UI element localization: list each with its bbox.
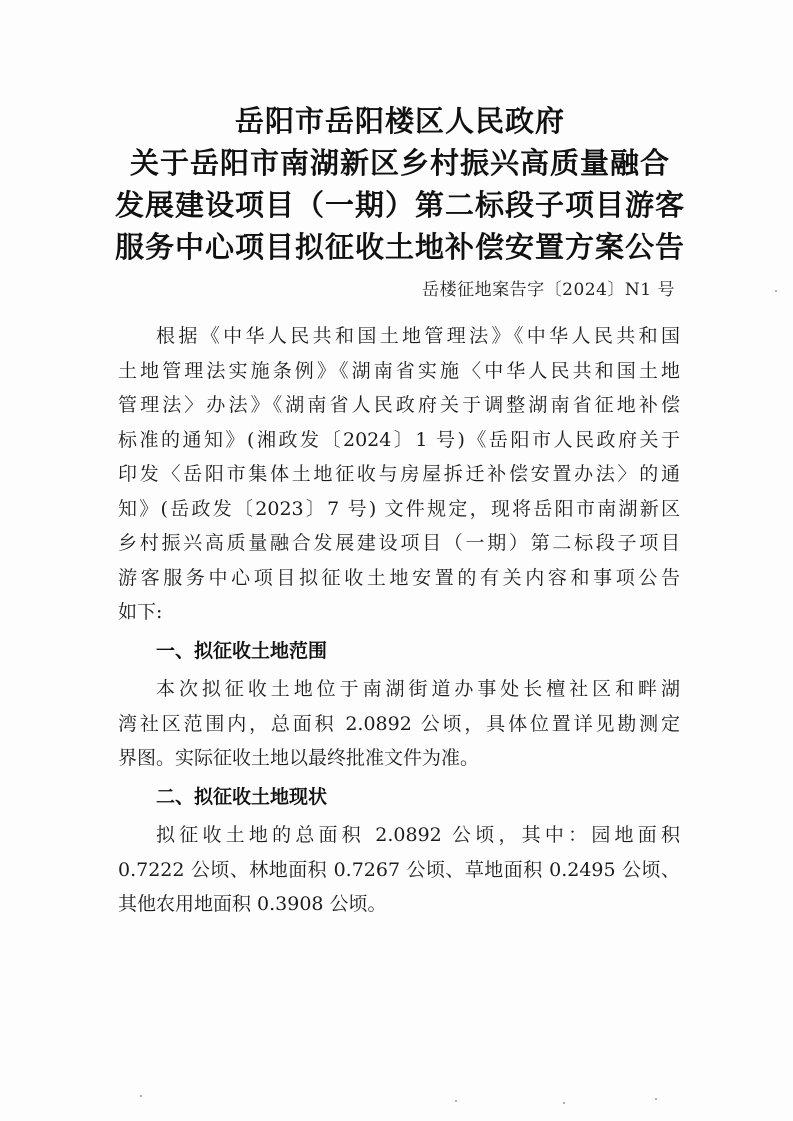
- title-line-4: 服务中心项目拟征收土地补偿安置方案公告: [114, 230, 685, 264]
- document-body: [118, 319, 680, 922]
- section-1-line: 本次拟征收土地位于南湖街道办事处长檀社区和畔湖: [156, 678, 680, 700]
- scan-speck: [455, 1100, 457, 1102]
- title-line-2: 关于岳阳市南湖新区乡村振兴高质量融合: [129, 146, 670, 180]
- scan-speck: [655, 1098, 657, 1100]
- intro-line: 标准的通知》(湘政发〔2024〕1 号)《岳阳市人民政府关于: [118, 428, 680, 451]
- intro-line: 根据《中华人民共和国土地管理法》《中华人民共和国: [156, 325, 680, 347]
- intro-paragraph: [118, 319, 680, 630]
- section-2-heading: 二、拟征收土地现状: [156, 785, 328, 808]
- section-2-line: 拟征收土地的总面积 2.0892 公顷，其中：园地面积: [156, 824, 680, 846]
- title-line-3: 发展建设项目（一期）第二标段子项目游客: [114, 188, 685, 222]
- intro-line: 知》(岳政发〔2023〕7 号) 文件规定，现将岳阳市南湖新区: [118, 497, 680, 520]
- title-line-1: 岳阳市岳阳楼区人民政府: [234, 104, 565, 138]
- document-number: 岳楼征地案告字〔2024〕N1 号: [422, 280, 675, 300]
- section-1-heading: 一、拟征收土地范围: [156, 639, 328, 662]
- section-2-line: 其他农用地面积 0.3908 公顷。: [118, 893, 387, 915]
- section-1-line: 界图。实际征收土地以最终批准文件为准。: [118, 747, 480, 769]
- intro-line: 如下:: [118, 601, 163, 623]
- intro-line: 印发〈岳阳市集体土地征收与房屋拆迁补偿安置办法〉的通: [118, 463, 680, 485]
- document-title: [110, 100, 690, 268]
- intro-line: 管理法〉办法》《湖南省人民政府关于调整湖南省征地补偿: [118, 394, 680, 416]
- scan-speck: [775, 290, 777, 292]
- intro-line: 游客服务中心项目拟征收土地安置的有关内容和事项公告: [118, 566, 680, 589]
- intro-line: 土地管理法实施条例》《湖南省实施〈中华人民共和国土地: [118, 359, 680, 382]
- section-2-paragraph: [118, 818, 680, 922]
- intro-line: 乡村振兴高质量融合发展建设项目（一期）第二标段子项目: [118, 532, 680, 554]
- section-1-paragraph: [118, 672, 680, 776]
- scan-speck: [563, 1102, 565, 1104]
- section-1-line: 湾社区范围内，总面积 2.0892 公顷，具体位置详见勘测定: [118, 712, 680, 735]
- section-2-line: 0.7222 公顷、林地面积 0.7267 公顷、草地面积 0.2495 公顷、: [118, 858, 680, 881]
- scan-speck: [140, 1095, 142, 1097]
